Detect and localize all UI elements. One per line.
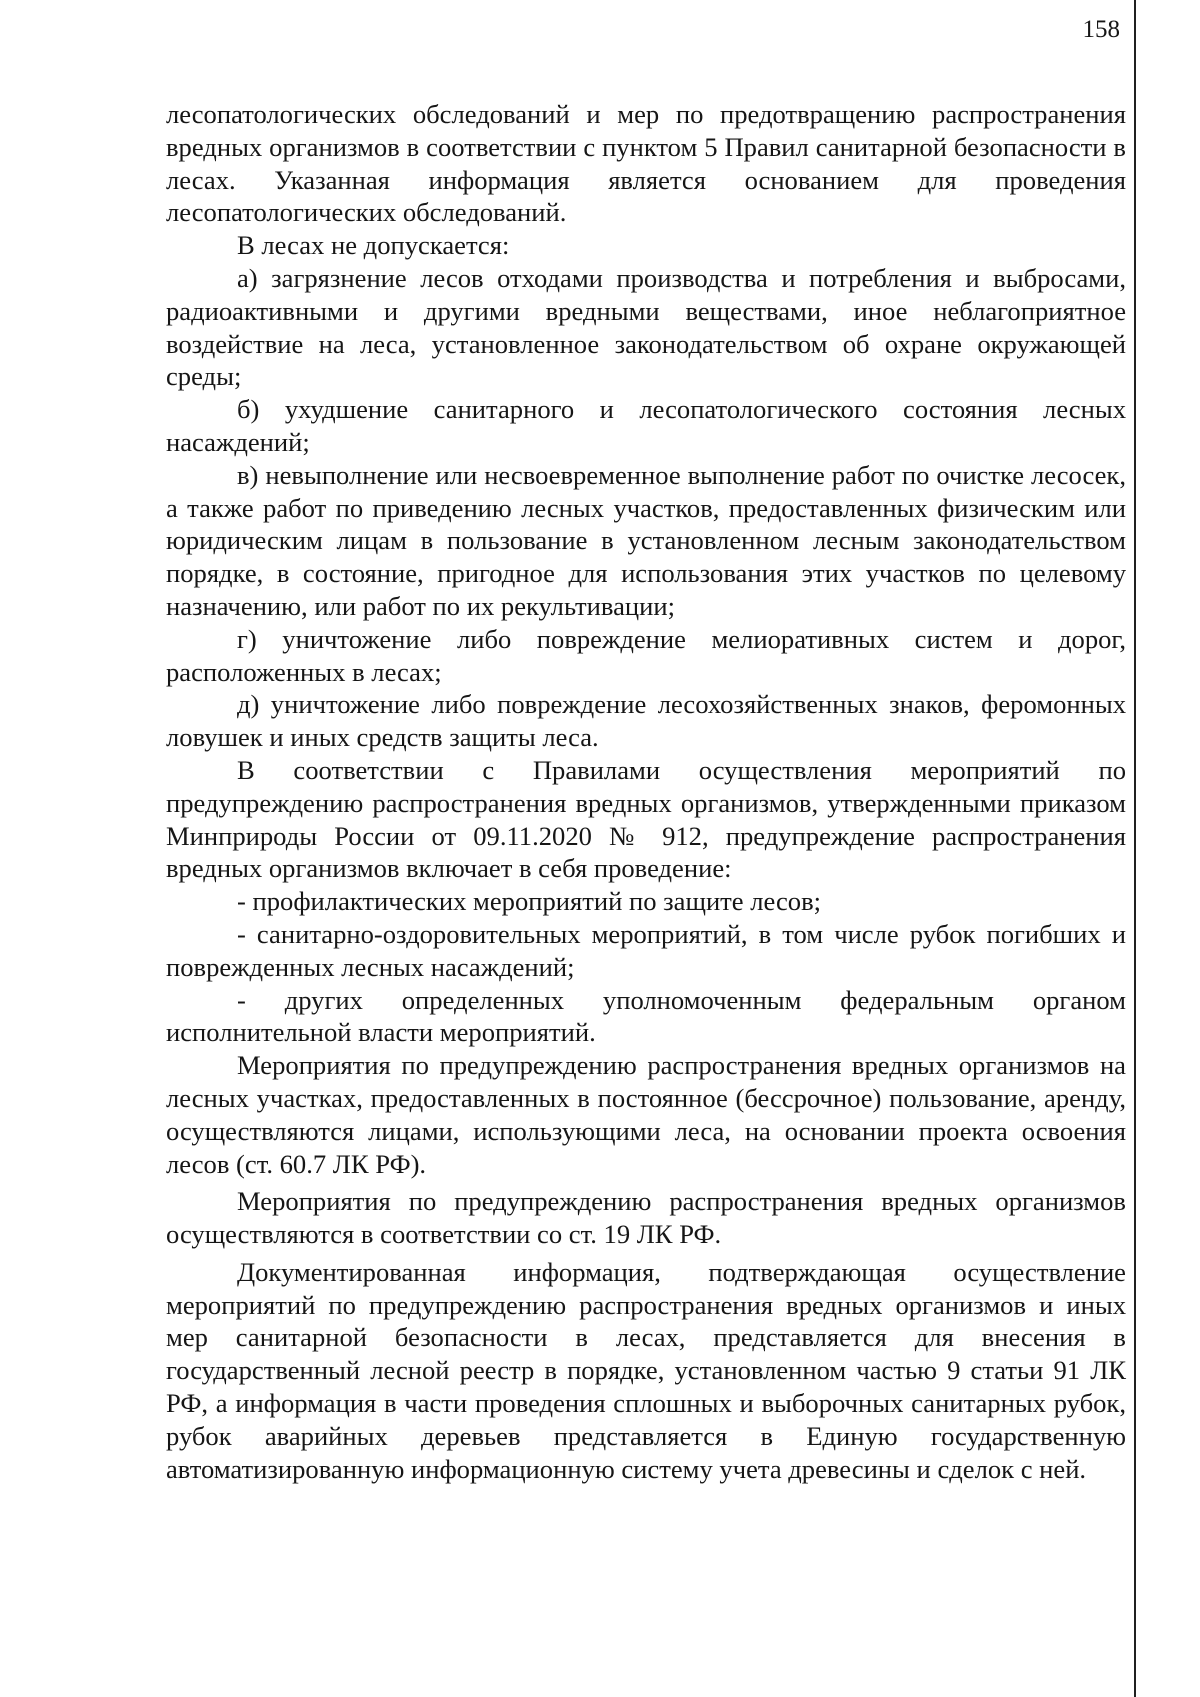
page-number: 158 xyxy=(1082,16,1120,43)
dash-item-preventive: - профилактических мероприятий по защите лесов; xyxy=(237,886,822,917)
paragraph-prohibitions-intro: В лесах не допускается: xyxy=(237,230,510,261)
paragraph-article-19: Мероприятия по предупреждению распространения вредных организмов осуществляются в соответствии со ст. 19 ЛК РФ. xyxy=(166,1186,1126,1250)
paragraph-leased-plots: Мероприятия по предупреждению распространения вредных организмов на лесных участках, предоставленных в постоянное (бессрочное) пользование, аренду, осуществляются лицами, использующими леса, на основании проекта освоения лесов (ст. 60.7 ЛК РФ). xyxy=(166,1050,1126,1179)
list-item-g: г) уничтожение либо повреждение мелиоративных систем и дорог, расположенных в лесах; xyxy=(166,623,1126,687)
list-item-v: в) невыполнение или несвоевременное выполнение работ по очистке лесосек, а также работ по приведению лесных участков, предоставленных физическим или юридическим лицам в пользование в установленном лесным законодательством порядке, в состояние, пригодное для использования этих участков по целевому назначению, или работ по их рекультивации; xyxy=(166,459,1126,621)
list-item-d: д) уничтожение либо повреждение лесохозяйственных знаков, феромонных ловушек и иных средств защиты леса. xyxy=(166,689,1126,753)
dash-item-other: - других определенных уполномоченным федеральным органом исполнительной власти мероприятий. xyxy=(166,984,1126,1048)
paragraph-documented-info: Документированная информация, подтверждающая осуществление мероприятий по предупреждению распространения вредных организмов и иных мер санитарной безопасности в лесах, представляется для внесения в государственный лесной реестр в порядке, установленном частью 9 статьи 91 ЛК РФ, а информация в части проведения сплошных и выборочных санитарных рубок, рубок аварийных деревьев представляется в Единую государственную автоматизированную информационную систему учета древесины и сделок с ней. xyxy=(166,1256,1126,1484)
page-edge-line xyxy=(1134,0,1136,1697)
list-item-b: б) ухудшение санитарного и лесопатологического состояния лесных насаждений; xyxy=(166,394,1126,457)
paragraph-continuation: лесопатологических обследований и мер по предотвращению распространения вредных организмов в соответствии с пунктом 5 Правил санитарной безопасности в лесах. Указанная информация является основанием для проведения лесопатологических обследований. xyxy=(166,99,1126,228)
list-item-a: а) загрязнение лесов отходами производства и потребления и выбросами, радиоактивными и другими вредными веществами, иное неблагоприятное воздействие на леса, установленное законодательством об охране окружающей среды; xyxy=(166,262,1126,392)
paragraph-prevention-rules: В соответствии с Правилами осуществления мероприятий по предупреждению распространения вредных организмов, утвержденными приказом Минприроды России от 09.11.2020 № 912, предупреждение распространения вредных организмов включает в себя проведение: xyxy=(166,754,1126,884)
dash-item-sanitary: - санитарно-оздоровительных мероприятий, в том числе рубок погибших и поврежденных лесных насаждений; xyxy=(166,918,1126,982)
document-body xyxy=(166,98,1126,1485)
